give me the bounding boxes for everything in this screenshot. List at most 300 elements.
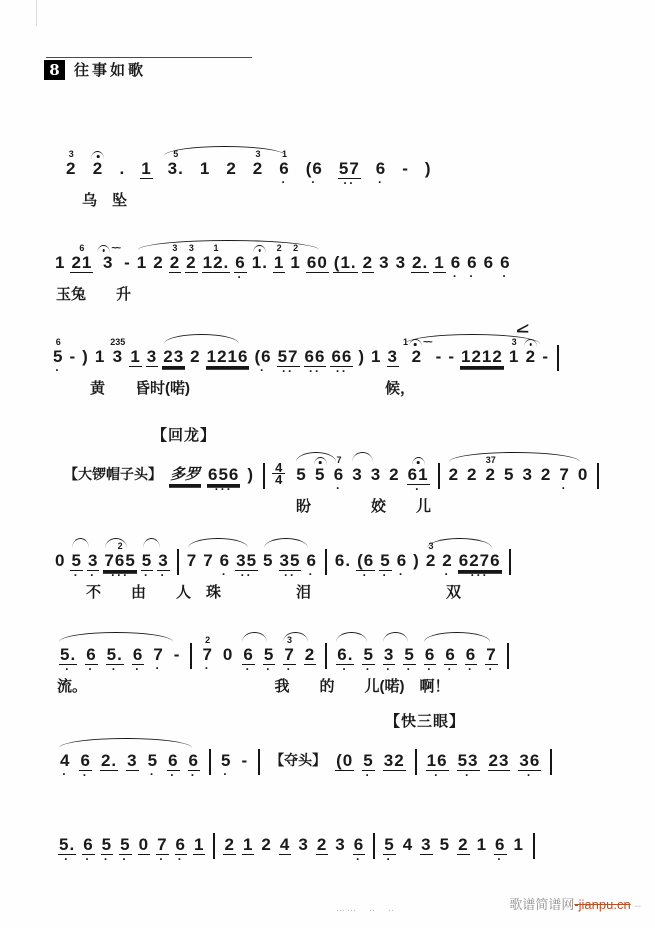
note-token xyxy=(85,632,97,675)
note-token xyxy=(305,146,324,189)
note-token xyxy=(447,334,456,377)
octave-dots: ·· xyxy=(335,364,348,378)
grace-note: 3 xyxy=(172,243,178,253)
octave-dots: · xyxy=(365,662,372,676)
slur-group xyxy=(134,240,331,283)
note-value: 1 xyxy=(508,347,520,366)
note-value: 2. xyxy=(100,751,118,770)
note-token xyxy=(234,240,246,283)
barline xyxy=(509,549,511,575)
octave-dots: ··· xyxy=(214,482,233,496)
note-value: 5 xyxy=(120,835,131,854)
note-token xyxy=(246,452,255,495)
note-value: 57 xyxy=(338,159,360,178)
fermata-icon xyxy=(314,457,327,465)
note-value: 5 xyxy=(363,645,374,664)
note-value: 7 xyxy=(203,551,214,570)
note-value: 36 xyxy=(519,751,541,770)
barline xyxy=(209,749,211,775)
note-value: 2 xyxy=(186,253,197,272)
note-token xyxy=(304,632,316,675)
octave-dots: · xyxy=(111,662,118,676)
note-value: 2 xyxy=(362,253,374,272)
grace-note: 1 xyxy=(213,243,219,253)
note-token xyxy=(338,146,361,189)
note-group xyxy=(298,146,440,189)
note-group xyxy=(331,240,514,283)
note-ornaments xyxy=(56,334,61,347)
octave-dots: ··· xyxy=(111,568,130,582)
note-token xyxy=(356,538,375,581)
note-value: 5 xyxy=(53,347,64,366)
note-token xyxy=(189,334,201,377)
note-ornaments xyxy=(293,240,298,253)
note-value: 3 xyxy=(522,465,533,484)
note-value: 2 xyxy=(169,253,181,272)
note-value: 5. xyxy=(59,835,76,854)
octave-dots: · xyxy=(266,662,273,676)
barline xyxy=(597,463,599,489)
slur-group xyxy=(139,538,172,581)
note-value: 66 xyxy=(304,347,326,366)
octave-dots: · xyxy=(355,852,362,866)
octave-dots: ·· xyxy=(343,176,356,190)
barline xyxy=(373,833,375,859)
note-value: 23 xyxy=(488,751,510,770)
note-token xyxy=(94,334,106,377)
slur-group xyxy=(55,632,185,675)
note-value: 2 xyxy=(261,835,272,854)
note-value: 0 xyxy=(138,835,150,854)
octave-dots: · xyxy=(452,269,459,283)
note-value: 5 xyxy=(221,751,232,770)
note-value: 5 xyxy=(439,835,451,854)
note-value: 6 xyxy=(306,551,317,570)
grace-note: 7 xyxy=(336,455,342,465)
note-token xyxy=(457,822,469,865)
note-value: 多罗 xyxy=(170,466,201,483)
note-value: 35 xyxy=(236,551,258,570)
note-token xyxy=(375,146,387,189)
octave-dots: · xyxy=(82,768,89,782)
barline xyxy=(190,643,192,669)
note-value: 21 xyxy=(71,253,93,272)
note-value: 1 xyxy=(199,159,211,178)
note-token xyxy=(426,738,449,781)
note-token xyxy=(132,632,144,675)
note-token xyxy=(558,452,570,494)
note-ornaments xyxy=(486,452,496,465)
note-value: 6 xyxy=(83,835,94,854)
note-token xyxy=(494,822,506,865)
note-token xyxy=(199,146,211,188)
note-token xyxy=(334,822,346,865)
note-value: 5 xyxy=(263,551,274,570)
music-line xyxy=(55,822,540,865)
note-token xyxy=(457,738,480,781)
note-token xyxy=(485,452,497,494)
note-token xyxy=(169,240,181,283)
note-token xyxy=(351,452,363,494)
lyrics-line: 不 由 人 珠 泪 双 xyxy=(86,584,462,601)
note-value: 2 xyxy=(153,253,164,272)
octave-dots: · xyxy=(434,768,441,782)
slur-group xyxy=(332,632,379,675)
note-token xyxy=(396,538,408,581)
note-token xyxy=(450,240,462,283)
note-token xyxy=(240,738,249,780)
music-line xyxy=(60,424,604,516)
octave-dots: · xyxy=(55,363,62,377)
note-ornaments xyxy=(110,334,125,347)
slur-group xyxy=(292,452,348,494)
barline xyxy=(263,463,265,489)
note-token xyxy=(141,538,153,581)
note-value: 3 xyxy=(87,551,99,570)
note-value: 3 xyxy=(352,465,363,484)
note-token xyxy=(420,822,432,865)
octave-dots: · xyxy=(526,768,533,782)
slur-group xyxy=(445,452,593,494)
note-value: (0 xyxy=(336,751,354,770)
note-value: 5 xyxy=(380,551,391,570)
note-token xyxy=(167,146,185,188)
note-token xyxy=(59,632,77,675)
note-token xyxy=(242,632,254,675)
note-token xyxy=(110,334,125,377)
note-token xyxy=(119,822,131,865)
note-value: 656 xyxy=(208,465,240,484)
note-token xyxy=(362,632,374,675)
note-token xyxy=(306,240,329,283)
note-value: 2 xyxy=(442,551,453,570)
notes-row xyxy=(52,240,514,283)
barline xyxy=(177,549,179,575)
note-token xyxy=(333,240,358,283)
note-token xyxy=(488,738,511,781)
note-token xyxy=(353,822,365,865)
note-value: 5 xyxy=(315,465,326,484)
note-value: 2 xyxy=(224,835,235,854)
note-token xyxy=(513,822,525,865)
note-value: 66 xyxy=(331,347,353,366)
note-token xyxy=(220,738,232,780)
note-token xyxy=(425,538,437,581)
note-token xyxy=(188,738,200,781)
note-token xyxy=(235,538,258,581)
octave-dots: · xyxy=(497,852,504,866)
note-value: 6 xyxy=(495,835,506,854)
note-value: 【夺头】 xyxy=(270,752,327,768)
note-value: 2 xyxy=(467,465,478,484)
note-value: 765 xyxy=(104,551,136,570)
note-ornaments xyxy=(287,632,292,645)
note-value: 1 xyxy=(290,253,301,272)
note-token xyxy=(383,738,406,781)
note-value: 6 xyxy=(86,645,97,664)
note-value: 1. xyxy=(251,253,268,272)
note-value: 0 xyxy=(55,551,66,570)
note-ornaments xyxy=(282,146,287,159)
note-token xyxy=(499,240,511,283)
note-token xyxy=(485,632,497,675)
octave-dots: · xyxy=(64,852,71,866)
octave-dots: · xyxy=(65,662,72,676)
note-token xyxy=(362,738,374,781)
note-value: 1 xyxy=(55,253,66,272)
note-token xyxy=(362,240,374,283)
note-value: 3 xyxy=(383,645,395,664)
note-value: 1 xyxy=(136,253,148,272)
note-token xyxy=(295,452,307,494)
page-number-badge: 8 xyxy=(44,60,65,80)
grace-note: 6 xyxy=(55,337,61,347)
note-value: 3 xyxy=(335,835,346,854)
note-value: 5 xyxy=(503,465,515,484)
note-ornaments xyxy=(253,240,266,253)
time-signature-number: 4 xyxy=(272,462,285,474)
octave-dots: · xyxy=(122,852,129,866)
lyrics-line: 盼 姣 儿 xyxy=(296,498,432,515)
barline xyxy=(550,749,552,775)
octave-dots: ·· xyxy=(308,364,321,378)
note-value: 1212 xyxy=(461,347,503,366)
note-token xyxy=(82,822,94,865)
note-value: 60 xyxy=(306,253,328,272)
octave-dots: · xyxy=(336,481,342,495)
octave-dots: · xyxy=(286,662,293,676)
note-value: - xyxy=(173,645,181,664)
note-value: 1 xyxy=(371,347,382,366)
footer-site-link[interactable]: -jianpu.cn xyxy=(574,897,631,912)
note-token xyxy=(202,240,231,283)
octave-dots: · xyxy=(190,768,197,782)
note-token xyxy=(305,538,317,581)
octave-dots: · xyxy=(260,363,267,377)
trill-icon: ~~ xyxy=(111,243,120,254)
octave-dots: · xyxy=(386,662,393,676)
note-value: 5 xyxy=(71,551,82,570)
barline xyxy=(325,643,327,669)
slur-group xyxy=(101,538,138,581)
footer-site xyxy=(509,894,641,913)
grace-note: 3 xyxy=(287,635,293,645)
note-value: 6 xyxy=(219,551,231,570)
note-token xyxy=(458,538,502,581)
octave-dots: · xyxy=(135,662,142,676)
note-value: 3. xyxy=(167,159,184,178)
note-value: 5 xyxy=(101,835,113,854)
note-value: 6 xyxy=(168,751,179,770)
octave-dots: · xyxy=(427,662,434,676)
octave-dots: · xyxy=(469,269,476,283)
note-token xyxy=(577,452,589,494)
time-signature xyxy=(272,462,285,485)
note-value: 6. xyxy=(337,645,354,664)
note-token xyxy=(407,452,430,495)
note-token xyxy=(297,822,309,865)
octave-dots: · xyxy=(103,852,110,866)
barline xyxy=(507,643,509,669)
note-value: 1 xyxy=(434,253,445,272)
note-ornaments xyxy=(429,538,434,551)
note-value: 5 xyxy=(384,835,395,854)
note-token xyxy=(253,334,272,377)
fermata-icon xyxy=(524,339,537,347)
note-token xyxy=(465,632,477,675)
note-value: 1 xyxy=(273,253,285,272)
barline xyxy=(258,749,260,775)
note-group xyxy=(84,146,159,189)
octave-dots: · xyxy=(342,662,349,676)
note-value: 7 xyxy=(486,645,497,664)
note-token xyxy=(524,334,537,377)
page-title: 往事如歌 xyxy=(74,62,147,79)
slur-group xyxy=(68,538,101,581)
note-value: 2 xyxy=(252,159,264,178)
slur-group xyxy=(260,538,320,581)
note-token xyxy=(138,822,150,865)
note-group xyxy=(50,334,160,377)
note-value: 2 xyxy=(425,551,437,570)
barline xyxy=(415,749,417,775)
note-value: 1 xyxy=(94,347,106,366)
note-token xyxy=(357,334,366,377)
slur-group xyxy=(238,632,279,675)
lyrics-line: 流。 我 的 儿(喏) 啊！ xyxy=(57,678,450,695)
note-token xyxy=(59,738,71,781)
note-ornaments xyxy=(118,538,123,551)
note-ornaments xyxy=(403,334,431,347)
section-label: 【快三眼】 xyxy=(385,713,466,730)
note-value: 4 xyxy=(402,835,414,854)
music-line xyxy=(55,632,514,696)
footer-dashes: -- xyxy=(634,901,641,912)
note-token xyxy=(304,334,327,377)
octave-dots: · xyxy=(444,567,451,581)
octave-dots: · xyxy=(378,175,385,189)
grace-note: 3 xyxy=(68,149,74,159)
music-line xyxy=(58,146,440,210)
note-value: 5 xyxy=(147,751,159,770)
note-value: 6 xyxy=(188,751,199,770)
octave-dots: · xyxy=(144,568,151,582)
note-value: 1 xyxy=(194,835,205,854)
notes-row xyxy=(55,822,540,865)
octave-dots: · xyxy=(88,662,95,676)
note-token xyxy=(202,538,214,581)
note-value: 5 xyxy=(363,751,374,770)
note-token xyxy=(103,538,136,581)
note-value: 6 xyxy=(465,645,477,664)
note-value: ) xyxy=(413,551,420,570)
fermata-icon xyxy=(253,245,266,253)
note-group xyxy=(216,738,253,780)
note-value: 1 xyxy=(141,159,152,178)
note-token xyxy=(433,240,445,283)
note-ornaments xyxy=(412,452,425,465)
note-token xyxy=(460,334,504,377)
note-value: 2 xyxy=(540,465,552,484)
note-value: 12. xyxy=(202,253,230,272)
octave-dots: · xyxy=(204,661,211,675)
note-token xyxy=(335,738,354,781)
note-ornaments xyxy=(512,334,517,347)
note-token xyxy=(65,146,77,188)
note-token xyxy=(146,334,158,377)
note-value: 3 xyxy=(146,347,158,366)
note-ornaments xyxy=(189,240,194,253)
note-ornaments xyxy=(97,240,119,253)
note-token xyxy=(157,538,169,581)
notes-row xyxy=(52,538,516,581)
note-token xyxy=(156,822,168,865)
note-ornaments xyxy=(277,240,282,253)
note-value: 6 xyxy=(445,645,456,664)
note-ornaments xyxy=(173,146,178,159)
slur-group xyxy=(420,632,502,675)
note-token xyxy=(316,822,328,865)
octave-dots: · xyxy=(365,768,372,782)
note-token xyxy=(58,822,76,865)
note-token xyxy=(251,240,269,283)
grace-note: 2 xyxy=(205,635,211,645)
note-value: 6 xyxy=(396,551,408,570)
grace-note: 2 xyxy=(276,243,282,253)
note-token xyxy=(476,822,488,865)
octave-dots: · xyxy=(308,567,315,581)
note-value: 6 xyxy=(467,253,478,272)
note-value: 2 xyxy=(190,347,201,366)
note-token xyxy=(435,334,444,377)
note-token xyxy=(395,240,407,283)
grace-note: 2 xyxy=(117,541,123,551)
note-value: 1 xyxy=(242,835,254,854)
slur-group xyxy=(401,334,552,377)
note-group xyxy=(220,822,368,865)
note-token xyxy=(330,334,353,377)
octave-dots: ·· xyxy=(240,568,253,582)
lyrics-line: 乌 坠 xyxy=(82,192,128,209)
note-token xyxy=(223,822,235,865)
octave-dots: · xyxy=(382,568,389,582)
note-value: 53 xyxy=(457,751,479,770)
note-ornaments xyxy=(336,452,341,465)
note-token xyxy=(87,538,99,581)
note-token xyxy=(123,240,132,283)
note-token xyxy=(483,240,495,283)
note-value: 2 xyxy=(226,159,237,178)
note-token xyxy=(101,822,113,865)
note-token xyxy=(379,538,391,581)
note-ornaments xyxy=(172,240,177,253)
note-group xyxy=(422,738,546,781)
note-group xyxy=(368,334,401,377)
note-token xyxy=(279,822,291,865)
note-token xyxy=(152,632,164,675)
note-value: 1 xyxy=(130,347,141,366)
note-token xyxy=(152,240,164,283)
note-token xyxy=(242,822,254,865)
note-token xyxy=(424,146,433,189)
note-token xyxy=(129,334,141,377)
octave-dots: · xyxy=(170,768,177,782)
note-value: ) xyxy=(358,347,366,366)
octave-dots: · xyxy=(237,270,244,284)
note-value: 2 xyxy=(316,835,328,854)
note-token xyxy=(193,822,205,865)
note-token xyxy=(70,538,82,581)
